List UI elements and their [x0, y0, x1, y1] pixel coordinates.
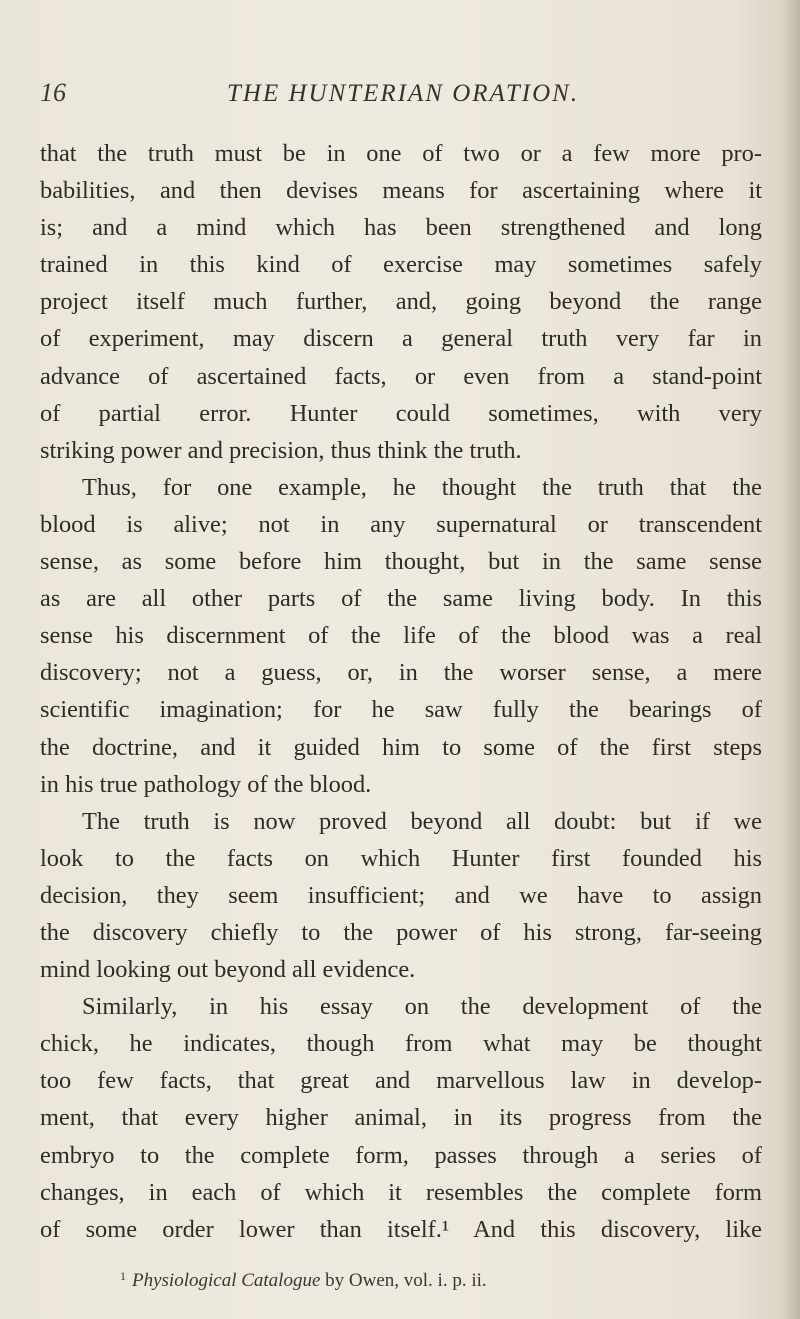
text-line: The truth is now proved beyond all doubt: but if we — [82, 807, 762, 835]
text-line: Similarly, in his essay on the development of the — [82, 993, 762, 1021]
page-number: 16 — [40, 78, 66, 107]
text-line: changes, in each of which it resembles the complete form — [40, 1178, 762, 1206]
body-text — [40, 135, 762, 1248]
text-line: of partial error. Hunter could sometimes, with very — [40, 399, 762, 427]
text-line: decision, they seem insufficient; and we have to assign — [40, 881, 762, 909]
text-line: trained in this kind of exercise may sometimes safely — [40, 251, 762, 279]
text-line: discovery; not a guess, or, in the worser sense, a mere — [40, 659, 762, 687]
text-line: sense his discernment of the life of the blood was a real — [40, 622, 762, 650]
text-line: in his true pathology of the blood. — [40, 770, 372, 798]
footnote — [120, 1269, 487, 1292]
text-line: as are all other parts of the same living body. In this — [40, 585, 762, 613]
text-line: too few facts, that great and marvellous law in develop- — [40, 1067, 762, 1095]
text-line: babilities, and then devises means for ascertaining where it — [40, 177, 762, 205]
footnote-marker: 1 — [120, 1269, 126, 1283]
running-title: THE HUNTERIAN ORATION. — [227, 80, 580, 107]
footnote-title: Physiological Catalogue — [132, 1270, 321, 1291]
text-line: chick, he indicates, though from what may be thought — [40, 1030, 762, 1058]
text-line: that the truth must be in one of two or a few more pro- — [40, 140, 762, 167]
text-line: blood is alive; not in any supernatural or transcendent — [40, 510, 762, 538]
text-line: ment, that every higher animal, in its progress from the — [40, 1104, 762, 1132]
text-line: of some order lower than itself.¹ And this discovery, like — [40, 1215, 762, 1243]
text-line: of experiment, may discern a general truth very far in — [40, 325, 762, 353]
text-line: striking power and precision, thus think the truth. — [40, 436, 522, 464]
text-line: the discovery chiefly to the power of his strong, far-seeing — [40, 918, 762, 946]
footnote-text: by Owen, vol. i. p. ii. — [320, 1270, 487, 1291]
running-head — [40, 78, 760, 112]
text-line: the doctrine, and it guided him to some of the first steps — [40, 733, 762, 761]
text-line: Thus, for one example, he thought the truth that the — [82, 473, 762, 501]
text-line: embryo to the complete form, passes through a series of — [40, 1141, 762, 1169]
text-line: advance of ascertained facts, or even from a stand-point — [40, 362, 762, 390]
text-line: look to the facts on which Hunter first founded his — [40, 844, 762, 872]
text-line: mind looking out beyond all evidence. — [40, 956, 416, 984]
text-line: sense, as some before him thought, but in the same sense — [40, 548, 762, 576]
text-line: project itself much further, and, going beyond the range — [40, 288, 762, 316]
text-line: is; and a mind which has been strengthened and long — [40, 214, 762, 242]
text-line: scientific imagination; for he saw fully the bearings of — [40, 696, 762, 724]
page-edge-shadow — [782, 0, 800, 1319]
